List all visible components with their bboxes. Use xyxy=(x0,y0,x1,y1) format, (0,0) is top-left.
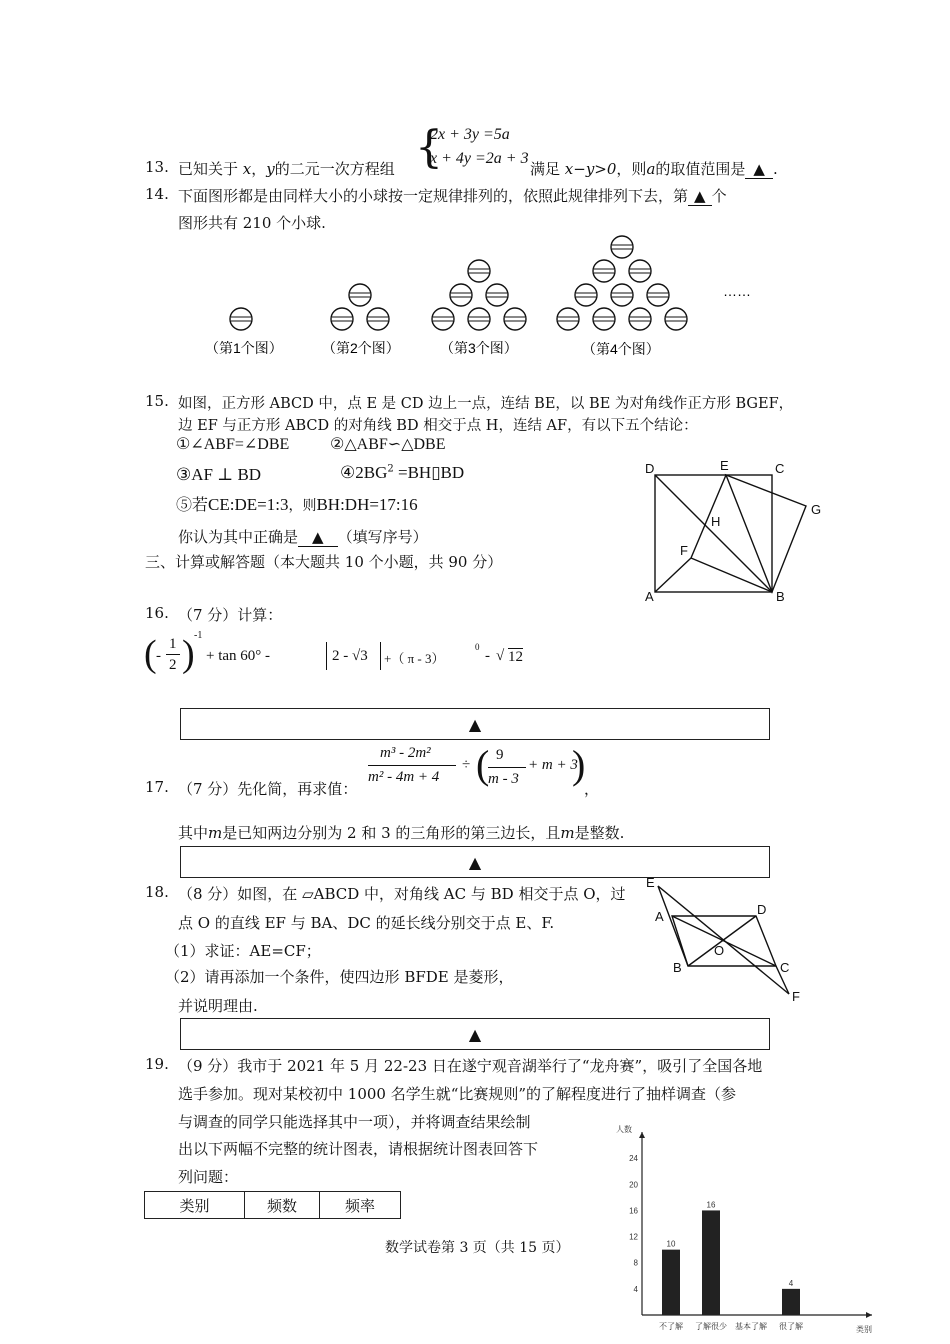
inner-denominator: m - 3 xyxy=(488,771,519,787)
ball-icon xyxy=(432,308,454,330)
x-tick-label: 了解很少 xyxy=(695,1322,727,1331)
ball-icon xyxy=(450,284,472,306)
q15-answer-blank[interactable]: ▲ xyxy=(298,528,338,547)
q14-caption-3: （第3个图） xyxy=(440,340,518,356)
label-e: E xyxy=(720,458,729,473)
q14-line2: 图形共有 210 个小球. xyxy=(178,214,326,232)
c5-text-b: CE:DE=1:3 xyxy=(208,495,289,514)
neg-sign: - xyxy=(156,648,161,664)
q14-caption-4: （第4个图） xyxy=(582,341,660,357)
q19-bar-chart xyxy=(610,1118,885,1340)
ball-icon xyxy=(575,284,597,306)
section-3-heading: 三、计算或解答题（本大题共 10 个小题，共 90 分） xyxy=(145,553,503,571)
q13-eq1: 2x + 3y =5a xyxy=(430,126,510,143)
q15-conclusion-5 xyxy=(176,492,418,515)
segment-fb xyxy=(691,558,772,592)
bar xyxy=(702,1210,720,1315)
tan-term: + tan 60° - xyxy=(206,648,271,664)
q15-square-figure xyxy=(640,455,830,605)
q15-ask-text: 你认为其中正确是 xyxy=(178,528,299,546)
q14-answer-blank[interactable]: ▲ xyxy=(688,187,712,206)
ball-icon xyxy=(486,284,508,306)
ball-icon xyxy=(629,260,651,282)
main-frac-bar xyxy=(368,765,456,766)
table-header-row xyxy=(145,1192,401,1219)
diagonal-bd xyxy=(655,475,772,592)
ball-icon xyxy=(647,284,669,306)
bar-data-label: 4 xyxy=(788,1278,794,1288)
q15-conclusion-2 xyxy=(330,434,446,454)
c2-num: ② xyxy=(330,434,345,453)
c2-text-b: DBE xyxy=(413,436,446,453)
q18-line2: 点 O 的直线 EF 与 BA、DC 的延长线分别交于点 E、F. xyxy=(178,914,555,932)
c3-num: ③ xyxy=(176,465,192,485)
q15-conclusion-3 xyxy=(176,465,261,485)
q18-part3: 并说明理由. xyxy=(178,997,258,1015)
q16-expression xyxy=(144,630,523,680)
q13-condition xyxy=(530,158,778,179)
q15-line1: 如图，正方形 ABCD 中，点 E 是 CD 边上一点，连结 BE，以 BE 为对角线作正方形 BGEF， xyxy=(178,396,794,412)
q13-answer-blank[interactable]: ▲ xyxy=(745,160,773,179)
ball-group xyxy=(230,236,687,330)
q13-cond: x−y>0 xyxy=(564,160,617,178)
q13-text3: 满足 xyxy=(530,160,561,178)
label-c: C xyxy=(775,461,785,476)
bar xyxy=(662,1250,680,1315)
q13-text2: 的二元一次方程组 xyxy=(274,160,395,178)
bar xyxy=(782,1289,800,1315)
q14-text2: 个 xyxy=(711,187,727,205)
ball-icon xyxy=(230,308,252,330)
q18-number: 18. xyxy=(145,883,169,901)
c2-text-a: ABF∽ xyxy=(356,436,402,453)
ball-icon xyxy=(593,308,615,330)
q17-number: 17. xyxy=(145,778,169,796)
sqrt-content: 12 xyxy=(508,649,523,665)
inner-frac-bar xyxy=(488,767,526,768)
paren-right: ) xyxy=(182,633,195,675)
header-rate: 频率 xyxy=(320,1192,401,1219)
x-axis-label: 类别 xyxy=(856,1325,872,1334)
q18-part1: （1）求证：AE=CF； xyxy=(165,942,321,960)
q13-eq2: x + 4y =2a + 3 xyxy=(430,150,529,167)
c1-num: ① xyxy=(176,434,191,453)
ball-icon xyxy=(665,308,687,330)
q17-text-b: 是已知两边分别为 2 和 3 的三角形的第三边长，且 xyxy=(222,824,561,842)
triangle-egb xyxy=(726,475,806,592)
label-a: A xyxy=(655,909,664,924)
q14-ball-figures xyxy=(200,228,780,368)
y-tick-label: 20 xyxy=(629,1180,638,1190)
ball-icon xyxy=(331,308,353,330)
c4-text-a: 2BG xyxy=(355,463,388,482)
ball-icon xyxy=(468,308,490,330)
c1-text: ∠ABF=∠DBE xyxy=(190,436,290,453)
ball-icon xyxy=(349,284,371,306)
q19-line5: 列问题： xyxy=(178,1168,239,1186)
triangle-icon: △ xyxy=(344,434,357,453)
c3-text: AF ⊥ BD xyxy=(191,465,262,484)
sqrt-sign-icon: √ xyxy=(496,648,505,664)
q19-frequency-table xyxy=(144,1191,401,1219)
y-tick-label: 4 xyxy=(633,1284,638,1294)
c5-num: ⑤ xyxy=(176,495,193,514)
c5-text-d: BH:DH=17:16 xyxy=(316,495,418,514)
segment-af xyxy=(655,558,691,592)
c4-num: ④ xyxy=(340,463,356,483)
q15-conclusion-4 xyxy=(340,463,464,483)
q13-var-a: a xyxy=(646,160,656,178)
inner-rest: + m + 3 xyxy=(528,757,578,773)
label-f: F xyxy=(792,989,800,1004)
c5-text-a: 若 xyxy=(192,495,209,514)
y-tick-label: 16 xyxy=(629,1206,638,1216)
q15-ask xyxy=(178,526,428,547)
abs-bar-right xyxy=(380,642,381,670)
q13-var-x: x xyxy=(242,160,252,178)
label-g: G xyxy=(811,502,822,517)
paren-right: ) xyxy=(572,742,586,787)
q15-number: 15. xyxy=(145,392,169,410)
abs-bar-left xyxy=(326,642,327,670)
q17-text-c: 是整数. xyxy=(574,824,625,842)
q14-ellipsis: …… xyxy=(723,283,751,299)
q17-text: （7 分）先化简，再求值： xyxy=(178,780,358,798)
x-tick-label: 不了解 xyxy=(659,1322,683,1331)
q18-part2: （2）请再添加一个条件，使四边形 BFDE 是菱形， xyxy=(165,968,514,986)
label-d: D xyxy=(645,461,655,476)
x-tick-label: 基本了解 xyxy=(735,1322,767,1331)
q17-var-m2: m xyxy=(560,824,575,842)
q15-ask-text2: （填写序号） xyxy=(337,528,428,546)
c5-text-c: ，则 xyxy=(288,498,317,514)
label-e: E xyxy=(646,875,655,890)
label-a: A xyxy=(645,589,654,604)
paren-left: ( xyxy=(144,633,157,675)
q14-text: 下面图形都是由同样大小的小球按一定规律排列的，依照此规律排列下去，第 xyxy=(178,187,689,205)
q14-caption-1: （第1个图） xyxy=(205,340,283,356)
ball-icon xyxy=(611,236,633,258)
q13-brace: { xyxy=(415,122,443,173)
q13-text5: 的取值范围是 xyxy=(655,160,746,178)
ball-icon xyxy=(557,308,579,330)
label-o: O xyxy=(714,943,725,958)
q17-line2 xyxy=(178,822,624,843)
q17-expression xyxy=(368,742,598,795)
c4-sup: 2 xyxy=(387,463,394,475)
q14-line1 xyxy=(178,185,727,206)
c4-text-b: =BH▯BD xyxy=(393,463,465,482)
zero-exp: 0 xyxy=(475,642,480,652)
label-b: B xyxy=(673,960,682,975)
bar-data-label: 16 xyxy=(706,1200,716,1210)
triangle-icon: △ xyxy=(401,434,414,453)
ball-icon xyxy=(367,308,389,330)
q17-var-m: m xyxy=(208,824,223,842)
q16-answer-box[interactable]: ▲ xyxy=(180,708,770,740)
abs-content: 2 - √3 xyxy=(332,648,368,664)
bar-data-label: 10 xyxy=(666,1239,676,1249)
x-tick-label: 很了解 xyxy=(779,1322,803,1331)
q16-number: 16. xyxy=(145,604,169,622)
paren-left: ( xyxy=(476,742,490,787)
label-h: H xyxy=(711,514,721,529)
frac-num: 1 xyxy=(169,636,177,652)
q13-number: 13. xyxy=(145,158,169,176)
q17-comma: ， xyxy=(584,780,600,798)
ball-icon xyxy=(468,260,490,282)
ball-icon xyxy=(611,284,633,306)
exponent: -1 xyxy=(194,630,203,641)
divide-sign: ÷ xyxy=(462,757,471,773)
q13-text4: ，则 xyxy=(616,160,647,178)
frac-bar xyxy=(166,654,180,655)
q14-caption-2: （第2个图） xyxy=(322,340,400,356)
q18-parallelogram-figure xyxy=(640,874,815,1006)
q17-text-a: 其中 xyxy=(178,824,209,842)
y-axis-label: 人数 xyxy=(616,1125,632,1134)
q15-conclusion-1 xyxy=(176,434,289,454)
q19-line4: 出以下两幅不完整的统计图表，请根据统计图表回答下 xyxy=(178,1140,539,1158)
inner-numerator: 9 xyxy=(496,747,504,763)
q13-var-y: y xyxy=(266,160,275,178)
q19-line1: （9 分）我市于 2021 年 5 月 22-23 日在遂宁观音湖举行了“龙舟赛”，吸引了全国各地 xyxy=(178,1057,763,1075)
frac-den: 2 xyxy=(169,657,177,673)
ball-icon xyxy=(504,308,526,330)
q15-line2: 边 EF 与正方形 ABCD 的对角线 BD 相交于点 H，连结 AF，有以下五个结论： xyxy=(178,418,698,434)
label-c: C xyxy=(780,960,790,975)
ball-icon xyxy=(629,308,651,330)
diagonal-ac xyxy=(672,916,776,966)
q17-answer-box[interactable]: ▲ xyxy=(180,846,770,878)
label-b: B xyxy=(776,589,785,604)
q19-line3: 与调查的同学只能选择其中一项），并将调查结果绘制 xyxy=(178,1113,531,1131)
main-denominator: m² - 4m + 4 xyxy=(368,769,440,785)
q18-line1: （8 分）如图，在 ▱ABCD 中，对角线 AC 与 BD 相交于点 O，过 xyxy=(178,885,626,903)
q13-end: . xyxy=(772,160,778,178)
y-tick-label: 12 xyxy=(629,1232,638,1242)
header-category: 类别 xyxy=(145,1192,245,1219)
main-numerator: m³ - 2m² xyxy=(380,745,431,761)
minus-sign: - xyxy=(485,648,490,664)
label-d: D xyxy=(757,902,767,917)
ball-icon xyxy=(593,260,615,282)
y-axis-arrow-icon xyxy=(639,1132,645,1138)
label-f: F xyxy=(680,543,688,558)
q13-stem xyxy=(178,158,395,179)
page-footer: 数学试卷第 3 页（共 15 页） xyxy=(385,1240,570,1256)
y-tick-label: 24 xyxy=(629,1154,638,1164)
pi-term: +（ π - 3） xyxy=(384,651,445,666)
q16-text: （7 分）计算： xyxy=(178,606,283,624)
q13-text: 已知关于 xyxy=(178,160,239,178)
q13-comma: ， xyxy=(251,160,267,178)
q14-number: 14. xyxy=(145,185,169,203)
y-tick-label: 8 xyxy=(633,1258,638,1268)
q18-answer-box[interactable]: ▲ xyxy=(180,1018,770,1050)
q19-line2: 选手参加。现对某校初中 1000 名学生就“比赛规则”的了解程度进行了抽样调查（参 xyxy=(178,1085,737,1103)
x-axis-arrow-icon xyxy=(866,1312,872,1318)
q19-number: 19. xyxy=(145,1055,169,1073)
header-frequency: 频数 xyxy=(245,1192,320,1219)
